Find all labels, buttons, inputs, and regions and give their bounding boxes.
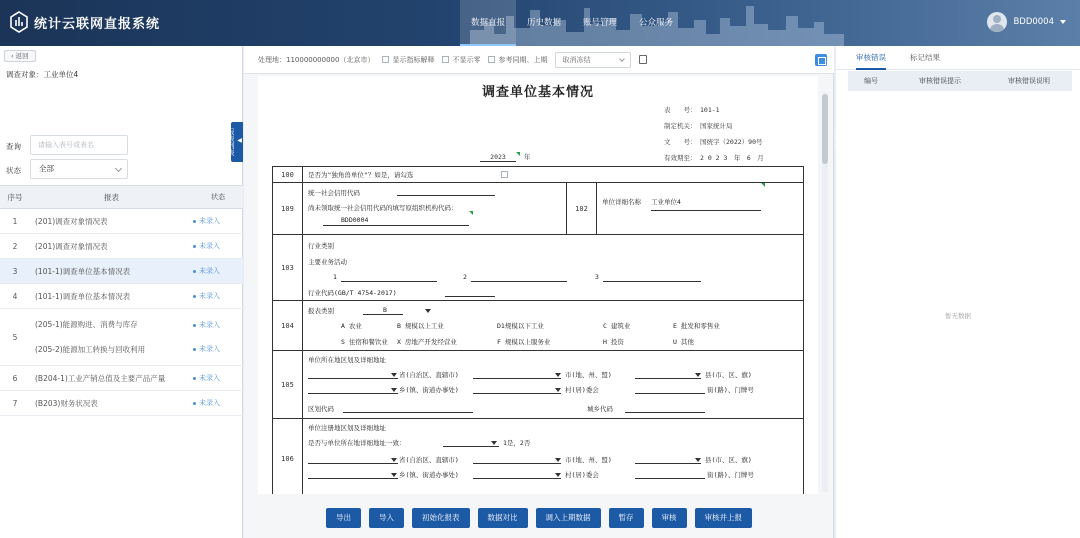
nav-history-data[interactable]: 历史数据	[527, 18, 562, 28]
chevron-down-icon[interactable]	[555, 373, 561, 377]
status-badge: 未录入	[193, 398, 243, 408]
report-list-panel	[0, 46, 243, 538]
chevron-down-icon[interactable]	[425, 309, 431, 313]
city-select[interactable]	[473, 455, 561, 464]
form-toolbar	[244, 46, 834, 74]
table-row[interactable]	[0, 391, 243, 416]
industry-code-label: 行业代码(GB/T 4754-2017)	[308, 289, 397, 297]
form-paper	[258, 76, 818, 494]
scrollbar-thumb[interactable]	[822, 94, 828, 164]
user-menu[interactable]	[987, 12, 1066, 32]
empty-state: 暂无数据	[945, 312, 971, 320]
chevron-down-icon[interactable]	[391, 458, 397, 462]
header-no: 序号	[7, 192, 23, 202]
status-select-value: 全部	[39, 164, 54, 173]
chevron-down-icon	[115, 165, 122, 172]
town-label: 乡(镇、街道办事处)	[399, 386, 459, 394]
report-category-label: 报表类别	[308, 307, 334, 315]
status-select[interactable]	[30, 159, 128, 179]
street-label: 街(路)、门牌号	[707, 386, 754, 394]
county-select[interactable]	[635, 455, 701, 464]
nav-data-report[interactable]: 数据直报	[460, 0, 516, 46]
row-109-body	[303, 183, 567, 234]
tab-audit-errors[interactable]: 审核错误	[856, 46, 886, 70]
village-select[interactable]	[473, 470, 561, 479]
location-address-label: 单位所在地区划及详细地址	[308, 356, 386, 364]
app-logo[interactable]	[10, 11, 160, 33]
form-title: 调查单位基本情况	[481, 85, 594, 100]
status-badge: 未录入	[193, 344, 243, 354]
row-106	[273, 419, 804, 494]
option-show-explanation[interactable]: 显示指标解释	[382, 55, 434, 65]
option: A 农业	[341, 322, 362, 330]
unit-name-label: 单位详细名称	[602, 198, 641, 206]
credit-code-input[interactable]	[397, 188, 495, 196]
row-name: (101-1)调查单位基本情况表	[35, 266, 131, 276]
tab-mark-results[interactable]: 标记结果	[910, 52, 940, 62]
activity-1-input[interactable]	[341, 273, 437, 282]
data-compare-button[interactable]: 数据对比	[478, 508, 528, 528]
freeze-select[interactable]: 取消冻结	[555, 52, 631, 68]
row-104-body	[303, 301, 804, 350]
note-marker-icon	[469, 211, 473, 215]
row-no: 6	[12, 373, 18, 383]
option: S 住宿和餐饮业	[341, 338, 388, 346]
option: U 其他	[673, 338, 694, 346]
survey-object: 调查对象：工业单位4	[6, 70, 79, 79]
table-header	[0, 185, 243, 209]
back-label: 返回	[15, 52, 29, 60]
option: C 建筑业	[603, 322, 631, 330]
activity-2-input[interactable]	[471, 273, 567, 282]
activity-3-label: 3	[595, 273, 599, 281]
urban-rural-code-label: 城乡代码	[587, 405, 613, 413]
status-badge: 未录入	[193, 291, 243, 301]
option: F 规模以上服务业	[497, 338, 551, 346]
import-button[interactable]: 导入	[369, 508, 404, 528]
row-code: 105	[273, 351, 303, 418]
audit-button[interactable]: 审核	[652, 508, 687, 528]
row-102-body	[597, 183, 804, 234]
status-badge: 未录入	[193, 266, 243, 276]
row-name-group	[30, 319, 193, 355]
header-report: 报表	[104, 192, 119, 202]
table-row[interactable]	[0, 234, 243, 259]
row-name: (101-1)调查单位基本情况表	[35, 291, 131, 301]
street-input[interactable]	[635, 470, 705, 479]
table-row-selected[interactable]	[0, 259, 243, 284]
unicorn-label: 是否为"独角兽单位"？如是，请勾选	[308, 171, 414, 179]
nav-account-management[interactable]: 账号管理	[583, 18, 618, 28]
main-business-label: 主要业务活动	[308, 258, 347, 266]
meta-valid-until: 有效期至： 2 0 2 3 年 6 月	[664, 154, 764, 162]
location-text: 处理地：110000000000（北京市）	[258, 55, 375, 64]
row-code: 100	[273, 167, 303, 182]
row-name: (B204-1)工业产销总值及主要产品产量	[35, 373, 166, 383]
logo-icon	[10, 11, 28, 33]
audit-panel	[836, 46, 1080, 538]
year-input[interactable]: 2023	[480, 153, 516, 162]
row-no: 2	[12, 241, 18, 251]
division-code-input[interactable]	[343, 404, 473, 413]
row-105	[273, 351, 804, 419]
query-label: 查询	[6, 142, 21, 151]
status-badge: 未录入	[193, 241, 243, 251]
row-no: 4	[12, 291, 18, 301]
table-row[interactable]	[0, 209, 243, 234]
meta-form-no: 表 号： 101-1	[664, 106, 720, 114]
load-previous-button[interactable]: 调入上期数据	[536, 508, 601, 528]
report-category-select[interactable]: B	[363, 306, 403, 315]
meta-document-no: 文 号： 国统字（2022）90号	[664, 138, 763, 146]
back-button[interactable]: ‹ 返回	[4, 50, 36, 62]
unit-name-input[interactable]: 工业单位4	[651, 197, 761, 211]
row-109	[273, 183, 804, 235]
village-label: 村(居)委会	[565, 471, 599, 479]
meta-authority: 制定机关： 国家统计局	[664, 122, 733, 130]
top-bar	[0, 0, 1080, 46]
row-103	[273, 235, 804, 301]
row-100	[273, 167, 804, 183]
org-code-label: 尚未领取统一社会信用代码的填写原组织机构代码：	[308, 204, 458, 212]
row-name[interactable]: (205-1)能源购进、消费与库存	[35, 320, 138, 329]
province-select[interactable]	[308, 370, 398, 379]
village-select[interactable]	[473, 385, 561, 394]
audit-tabs	[836, 46, 1080, 70]
report-year: 2023 年	[480, 152, 530, 162]
report-table	[0, 185, 243, 416]
activity-1-label: 1	[333, 273, 337, 281]
city-label: 市(地、州、盟)	[565, 456, 612, 464]
row-no: 1	[12, 216, 18, 226]
row-code: 104	[273, 301, 303, 350]
activity-2-label: 2	[463, 273, 467, 281]
chevron-down-icon[interactable]	[555, 388, 561, 392]
city-label: 市(地、州、盟)	[565, 371, 612, 379]
option: D1规模以下工业	[497, 322, 544, 330]
form-scrollbar[interactable]	[822, 92, 828, 492]
chevron-down-icon[interactable]	[391, 473, 397, 477]
status-badge: 未录入	[193, 373, 243, 383]
industry-code-input[interactable]	[445, 288, 495, 297]
unicorn-checkbox[interactable]	[501, 171, 508, 178]
nav-public-service[interactable]: 公众服务	[639, 18, 674, 28]
table-row[interactable]	[0, 284, 243, 309]
status-label: 状态	[6, 166, 21, 175]
row-no: 5	[12, 332, 18, 342]
county-label: 县(市、区、旗)	[705, 456, 752, 464]
row-code: 109	[273, 183, 303, 234]
report-list-toggle-tab[interactable]	[227, 122, 243, 162]
chevron-down-icon	[620, 56, 626, 62]
main-nav	[460, 0, 684, 46]
action-bar	[244, 498, 834, 538]
row-100-body	[303, 167, 804, 182]
option-hide-zero[interactable]: 不显示零	[442, 55, 480, 65]
province-select[interactable]	[308, 455, 398, 464]
table-row[interactable]	[0, 309, 243, 366]
chevron-down-icon[interactable]	[695, 458, 701, 462]
credit-code-label: 统一社会信用代码	[308, 189, 360, 197]
street-input[interactable]	[635, 385, 705, 394]
county-select[interactable]	[635, 370, 701, 379]
row-106-body	[303, 419, 804, 494]
chevron-down-icon[interactable]	[391, 388, 397, 392]
checkbox[interactable]	[382, 56, 389, 63]
province-label: 省(自治区、直辖市)	[399, 456, 459, 464]
header-status: 状态	[211, 193, 225, 201]
urban-rural-code-input[interactable]	[625, 404, 705, 413]
option: H 投资	[603, 338, 624, 346]
row-103-body	[303, 235, 804, 300]
chevron-down-icon[interactable]	[555, 473, 561, 477]
header-error-hint: 审核错误提示	[919, 77, 961, 85]
form-table	[272, 166, 804, 494]
option: E 批发和零售业	[673, 322, 720, 330]
chevron-down-icon[interactable]	[695, 373, 701, 377]
chevron-down-icon[interactable]	[391, 373, 397, 377]
option: X 房地产开发经营业	[397, 338, 457, 346]
registered-address-label: 单位注册地区划及详细地址	[308, 424, 386, 432]
app-title: 统计云联网直报系统	[34, 16, 161, 32]
checkbox[interactable]	[488, 56, 495, 63]
username: BDD0004	[1013, 17, 1054, 27]
chevron-left-icon: ◀	[236, 137, 243, 144]
row-code: 103	[273, 235, 303, 300]
note-marker-icon	[761, 183, 765, 187]
city-select[interactable]	[473, 370, 561, 379]
form-panel	[244, 46, 834, 538]
table-row[interactable]	[0, 366, 243, 391]
division-code-label: 区划代码	[308, 405, 334, 413]
row-no: 7	[12, 398, 18, 408]
save-draft-button[interactable]: 暂存	[609, 508, 644, 528]
chevron-down-icon[interactable]	[491, 441, 497, 445]
village-label: 村(居)委会	[565, 386, 599, 394]
status-group	[193, 320, 243, 354]
industry-label: 行业类别	[308, 242, 334, 250]
town-select[interactable]	[308, 470, 398, 479]
row-code: 106	[273, 419, 303, 494]
status-badge: 未录入	[193, 320, 243, 330]
row-name: (B203)财务状况表	[35, 398, 98, 408]
town-label: 乡(镇、街道办事处)	[399, 471, 459, 479]
same-address-label: 是否与单位所在地详细地址一致：	[308, 439, 406, 447]
init-report-button[interactable]: 初始化报表	[412, 508, 470, 528]
chevron-down-icon[interactable]	[1060, 20, 1066, 24]
province-label: 省(自治区、直辖市)	[399, 371, 459, 379]
same-address-options: 1是，2否	[503, 439, 531, 447]
audit-table-header	[848, 71, 1072, 91]
fullscreen-icon[interactable]	[815, 54, 827, 66]
export-button[interactable]: 导出	[326, 508, 361, 528]
county-label: 县(市、区、旗)	[705, 371, 752, 379]
checkbox[interactable]	[442, 56, 449, 63]
option-reference-period[interactable]: 参考同期、上期	[488, 55, 547, 65]
avatar[interactable]	[987, 12, 1007, 32]
activity-3-input[interactable]	[603, 273, 701, 282]
header-no: 编号	[864, 77, 878, 85]
audit-submit-button[interactable]: 审核并上报	[695, 508, 753, 528]
status-badge: 未录入	[193, 216, 243, 226]
row-104	[273, 301, 804, 351]
street-label: 街(路)、门牌号	[707, 471, 754, 479]
search-input[interactable]: 请输入表号或表名	[30, 135, 128, 155]
row-name: (201)调查对象情况表	[35, 241, 108, 251]
row-no: 3	[12, 266, 18, 276]
side-tab-label: 报表列表	[227, 128, 235, 156]
org-code-input[interactable]: BDD0004	[323, 216, 469, 226]
row-code: 102	[567, 183, 597, 234]
row-name[interactable]: (205-2)能源加工转换与回收利用	[35, 345, 146, 354]
option: B 规模以上工业	[397, 322, 444, 330]
row-105-body	[303, 351, 804, 418]
chevron-down-icon[interactable]	[555, 458, 561, 462]
calculator-icon[interactable]	[639, 55, 647, 64]
header-error-desc: 审核错误说明	[1008, 77, 1050, 85]
row-name: (201)调查对象情况表	[35, 216, 108, 226]
town-select[interactable]	[308, 385, 398, 394]
